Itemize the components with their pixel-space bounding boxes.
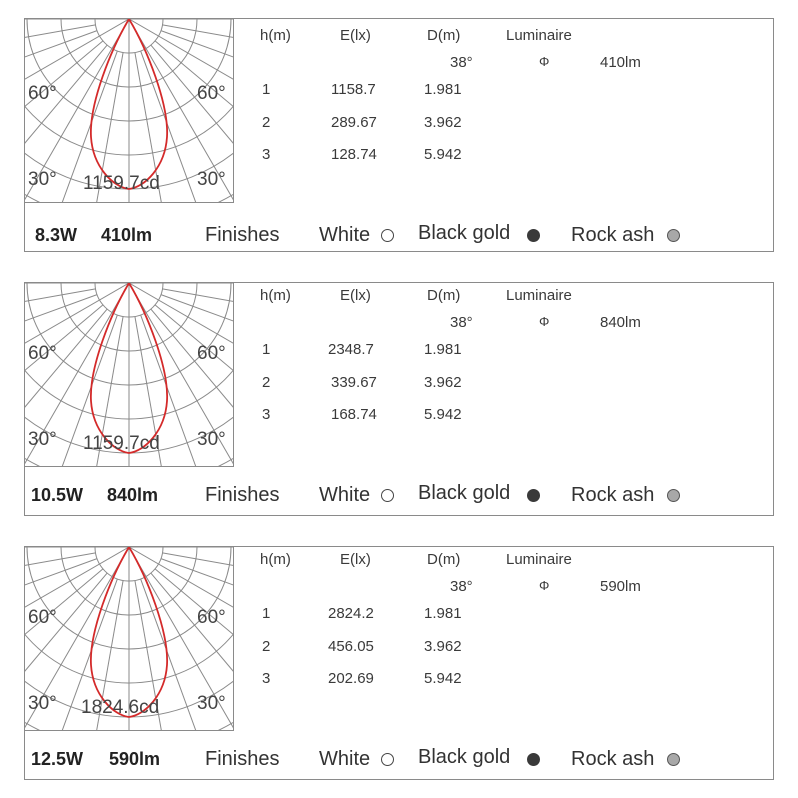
polar-diagram <box>25 283 234 467</box>
row-2-d: 3.962 <box>424 638 462 655</box>
luminaire-lumen: 840lm <box>600 314 641 331</box>
row-2-e: 289.67 <box>331 114 377 131</box>
row-2-h: 2 <box>262 114 271 131</box>
luminaire-lumen: 590lm <box>600 578 641 595</box>
row-3-e: 128.74 <box>331 146 377 163</box>
row-1-d: 1.981 <box>424 81 462 98</box>
beam-angle: 38° <box>450 314 473 331</box>
luminaire-lumen: 410lm <box>600 54 641 71</box>
finish-white-swatch <box>381 489 394 502</box>
row-3-h: 3 <box>262 146 271 163</box>
row-1-d: 1.981 <box>424 605 462 622</box>
row-1-e: 1158.7 <box>331 81 376 98</box>
row-1-h: 1 <box>262 605 271 622</box>
finish-black-gold-swatch <box>527 753 540 766</box>
power-rating: 10.5W <box>31 485 84 505</box>
header-illuminance: E(lx) <box>340 27 371 44</box>
row-3-e: 202.69 <box>328 670 374 687</box>
header-height: h(m) <box>260 551 291 568</box>
finish-black-gold-label: Black gold <box>418 482 511 504</box>
header-illuminance: E(lx) <box>340 287 371 304</box>
row-1-d: 1.981 <box>424 341 462 358</box>
row-1-e: 2348.7 <box>328 341 374 358</box>
row-2-h: 2 <box>262 638 271 655</box>
power-rating: 12.5W <box>31 749 84 769</box>
row-3-d: 5.942 <box>424 670 462 687</box>
angle-label-30-right: 30° <box>197 693 226 714</box>
header-diameter: D(m) <box>427 551 461 568</box>
row-3-h: 3 <box>262 670 271 687</box>
row-3-e: 168.74 <box>331 406 377 423</box>
row-3-h: 3 <box>262 406 271 423</box>
lumen-rating: 840lm <box>107 485 159 505</box>
header-luminaire: Luminaire <box>506 27 572 44</box>
phi-symbol: Φ <box>539 578 550 593</box>
lumen-rating: 410lm <box>101 225 153 245</box>
angle-label-30-left: 30° <box>28 693 57 714</box>
row-1-e: 2824.2 <box>328 605 374 622</box>
phi-symbol: Φ <box>539 314 550 329</box>
row-3-d: 5.942 <box>424 146 462 163</box>
angle-label-60-right: 60° <box>197 83 226 104</box>
beam-angle: 38° <box>450 54 473 71</box>
candela-label: 1159.7cd <box>83 173 160 194</box>
angle-label-60-right: 60° <box>197 607 226 628</box>
finish-black-gold-label: Black gold <box>418 222 511 244</box>
power-rating: 8.3W <box>35 225 78 245</box>
angle-label-60-left: 60° <box>28 607 57 628</box>
phi-symbol: Φ <box>539 54 550 69</box>
finish-white-swatch <box>381 753 394 766</box>
finish-white-label: White <box>319 748 371 770</box>
header-luminaire: Luminaire <box>506 551 572 568</box>
candela-label: 1824.6cd <box>81 697 160 718</box>
finishes-label: Finishes <box>205 748 280 770</box>
finish-rock-ash-swatch <box>667 489 680 502</box>
polar-diagram <box>25 19 234 203</box>
header-illuminance: E(lx) <box>340 551 371 568</box>
row-1-h: 1 <box>262 341 271 358</box>
row-2-d: 3.962 <box>424 114 462 131</box>
row-2-e: 339.67 <box>331 374 377 391</box>
finish-black-gold-swatch <box>527 229 540 242</box>
finish-white-label: White <box>319 484 371 506</box>
angle-label-30-right: 30° <box>197 169 226 190</box>
header-height: h(m) <box>260 287 291 304</box>
spec-panel-1 <box>24 18 774 252</box>
finish-white-swatch <box>381 229 394 242</box>
candela-label: 1159.7cd <box>83 433 160 454</box>
angle-label-30-left: 30° <box>28 169 57 190</box>
header-luminaire: Luminaire <box>506 287 572 304</box>
beam-angle: 38° <box>450 578 473 595</box>
finish-black-gold-swatch <box>527 489 540 502</box>
finish-rock-ash-swatch <box>667 753 680 766</box>
angle-label-60-right: 60° <box>197 343 226 364</box>
polar-diagram <box>25 547 234 731</box>
spec-panel-2 <box>24 282 774 516</box>
row-2-d: 3.962 <box>424 374 462 391</box>
finish-black-gold-label: Black gold <box>418 746 511 768</box>
finishes-label: Finishes <box>205 224 280 246</box>
row-3-d: 5.942 <box>424 406 462 423</box>
header-diameter: D(m) <box>427 287 461 304</box>
angle-label-30-right: 30° <box>197 429 226 450</box>
finish-white-label: White <box>319 224 371 246</box>
finishes-label: Finishes <box>205 484 280 506</box>
finish-rock-ash-label: Rock ash <box>571 484 655 506</box>
row-2-e: 456.05 <box>328 638 374 655</box>
angle-label-60-left: 60° <box>28 343 57 364</box>
row-1-h: 1 <box>262 81 271 98</box>
finish-rock-ash-label: Rock ash <box>571 224 655 246</box>
header-diameter: D(m) <box>427 27 461 44</box>
finish-rock-ash-label: Rock ash <box>571 748 655 770</box>
lumen-rating: 590lm <box>109 749 161 769</box>
finish-rock-ash-swatch <box>667 229 680 242</box>
row-2-h: 2 <box>262 374 271 391</box>
header-height: h(m) <box>260 27 291 44</box>
angle-label-60-left: 60° <box>28 83 57 104</box>
angle-label-30-left: 30° <box>28 429 57 450</box>
spec-panel-3 <box>24 546 774 780</box>
